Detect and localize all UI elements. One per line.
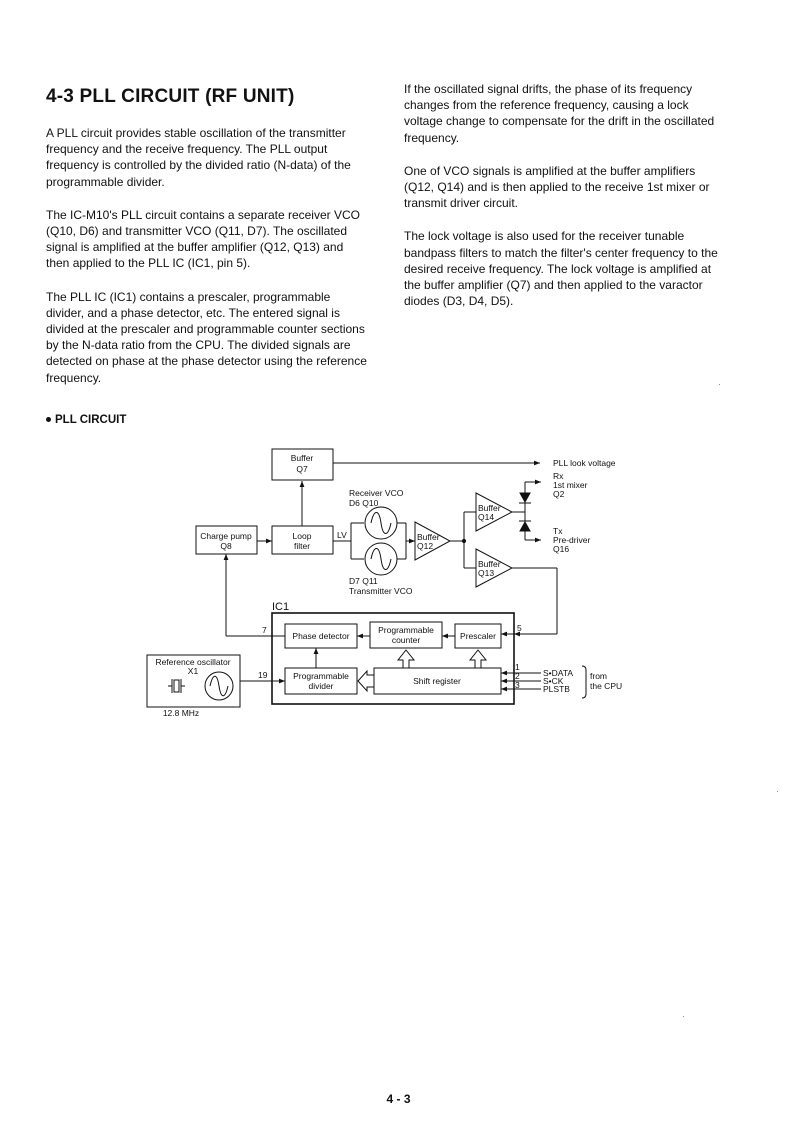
- buffer-q13-label-1: Buffer: [478, 559, 501, 569]
- crystal-body: [174, 680, 179, 692]
- paragraph-buffer-amplifiers: One of VCO signals is amplified at the buffer amplifiers (Q12, Q14) and is then applied to the receive 1st mixer or transmit driver circuit.: [404, 163, 710, 211]
- buffer-q12-label-1: Buffer: [417, 532, 440, 542]
- ref-osc-freq: 12.8 MHz: [162, 708, 200, 718]
- buffer-q7-label-1: Buffer: [290, 453, 314, 463]
- scan-speck: [719, 384, 720, 385]
- buffer-q14-label-2: Q14: [478, 512, 495, 522]
- page-number: 4 - 3: [386, 1092, 411, 1106]
- from-cpu-label-1: from: [590, 671, 607, 681]
- rx-vco-label-2: D6 Q10: [349, 498, 379, 508]
- bus-arrow-to-prescaler: [470, 650, 486, 668]
- section-title: 4-3 PLL CIRCUIT (RF UNIT): [46, 86, 295, 107]
- prog-divider-label-2: divider: [308, 681, 334, 691]
- scan-speck: [777, 791, 778, 792]
- prog-counter-label-2: counter: [391, 635, 421, 645]
- paragraph-pll-ic: The PLL IC (IC1) contains a prescaler, programmable divider, and a phase detector, etc. The entered signal is divided at the prescaler and programmable counter sections by the N-data ratio from the CPU. The divided signals are detected on phase at the phase detector using the reference frequency.: [46, 289, 367, 385]
- loop-filter-label-1: Loop: [292, 531, 312, 541]
- buffer-q7-label-2: Q7: [296, 464, 308, 474]
- prog-counter-label-1: Programmable: [378, 625, 434, 635]
- diode-rx-icon: [520, 493, 530, 502]
- loop-filter-label-2: filter: [293, 541, 311, 551]
- pin-19-label: 19: [258, 670, 268, 680]
- paragraph-pll-intro: A PLL circuit provides stable oscillation of the transmitter frequency and the receive frequency. The PLL output frequency is controlled by the divided ratio (N-data) of the programmable divider.: [46, 126, 351, 189]
- rx-output-label-2: 1st mixer: [553, 480, 588, 490]
- tx-output-label-1: Tx: [553, 526, 563, 536]
- pin-5-label: 5: [517, 623, 522, 633]
- buffer-q13-label-2: Q13: [478, 568, 495, 578]
- rx-vco-label-1: Receiver VCO: [349, 488, 404, 498]
- from-cpu-label-2: the CPU: [590, 681, 623, 691]
- charge-pump-label-1: Charge pump: [200, 531, 252, 541]
- pll-lock-voltage-label: PLL look voltage: [553, 458, 616, 468]
- sck-label: S•CK: [543, 676, 564, 686]
- rx-output-label-3: Q2: [553, 489, 565, 499]
- ref-osc-label-2: X1: [187, 666, 199, 676]
- junction-dot: [462, 539, 465, 542]
- pin-2-label: 2: [515, 671, 520, 681]
- shift-register-label: Shift register: [413, 676, 461, 686]
- ic1-label: IC1: [272, 601, 290, 613]
- bus-arrow-to-counter: [398, 650, 414, 668]
- diode-tx-icon: [520, 522, 530, 531]
- scan-speck: [683, 1016, 684, 1017]
- tx-vco-label-1: D7 Q11: [349, 576, 378, 586]
- charge-pump-label-2: Q8: [220, 541, 232, 551]
- bus-arrow-to-divider: [358, 671, 374, 691]
- sdata-label: S•DATA: [543, 668, 574, 678]
- tx-output-label-2: Pre-driver: [553, 535, 591, 545]
- figure-label-text: PLL CIRCUIT: [55, 414, 127, 426]
- pin-1-label: 1: [515, 662, 520, 672]
- tx-vco-label-2: Transmitter VCO: [349, 586, 413, 596]
- buffer-q12-label-2: Q12: [417, 541, 434, 551]
- tx-output-label-3: Q16: [553, 544, 570, 554]
- rx-output-label-1: Rx: [553, 471, 564, 481]
- pin-7-label: 7: [262, 625, 267, 635]
- plstb-label: PLSTB: [543, 684, 570, 694]
- paragraph-vco-description: The IC-M10's PLL circuit contains a separate receiver VCO (Q10, D6) and transmitter VCO (Q11, D7). The oscillated signal is amplified at the buffer amplifier (Q12, Q13) and then applied to the PLL IC (IC1, pin 5).: [46, 207, 360, 271]
- buffer-q14-label-1: Buffer: [478, 503, 501, 513]
- receiver-vco-sine: [371, 513, 391, 534]
- ref-osc-label-1: Reference oscillator: [155, 657, 231, 667]
- prescaler-label: Prescaler: [460, 631, 496, 641]
- paragraph-drift: If the oscillated signal drifts, the phase of its frequency changes from the reference frequency, causing a lock voltage change to compensate for the drift in the oscillated frequency.: [404, 82, 715, 145]
- transmitter-vco-sine: [371, 549, 391, 570]
- oscillator-sine: [210, 676, 228, 696]
- lv-label: LV: [337, 530, 347, 540]
- prog-divider-label-1: Programmable: [293, 671, 349, 681]
- cpu-bracket: [582, 666, 586, 698]
- phase-detector-label: Phase detector: [292, 631, 350, 641]
- paragraph-lock-voltage: The lock voltage is also used for the receiver tunable bandpass filters to match the filter's center frequency to the desired receive frequency. The lock voltage is amplified at the buffer amplifier (Q7) and then applied to the varactor diodes (D3, D4, D5).: [404, 229, 718, 309]
- pin-3-label: 3: [515, 680, 520, 690]
